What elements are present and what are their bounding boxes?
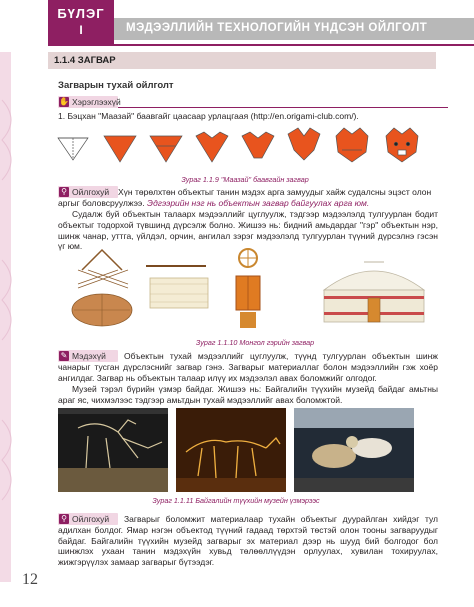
museum-photo-1: [58, 408, 168, 492]
origami-step-3: [150, 136, 182, 162]
lightbulb-icon: ✎: [60, 351, 68, 360]
ger-lattice-wall: [78, 250, 128, 288]
tag-practice: [58, 96, 448, 108]
concept1-text: аргыг боловсруулжээ.: [58, 198, 145, 208]
concept1-line2: [58, 198, 438, 209]
origami-step-5: [242, 132, 274, 158]
museum-photo-3: [294, 408, 414, 492]
search-icon: ⚲: [59, 187, 69, 197]
figure-caption-2: Зураг 1.1.10 Монгол гэрийн загвар: [195, 338, 315, 347]
origami-step-8: [386, 128, 418, 162]
tag-label: Хэрэглээхүй: [72, 97, 121, 107]
chapter-label: БҮЛЭГ: [57, 6, 105, 21]
concept1-line1: Хүн төрөлхтөн объектыг танин мэдэх арга замуудыг хайж судалсны эцэст олон: [118, 187, 432, 197]
concept2-paragraph: Загварыг боломжит материалаар тухайн объектыг дуурайлган хийдэг тул адилхан болдог. Ямар нэгэн объектод түүний гадаад төрхтэй төстэй олон тооны загваруудыг байдаг. Байгалийн түүхийн музейд загварыг эх материал дээр нь шууд бий болгодог бол шинжлэх ухаан танин мэдэхүйн хувьд төлөөллүүдэн орлуулах, хувилан тохируулах, жижгэрүүлэх замаар загварыг бүтээдэг.: [58, 514, 438, 568]
figure-caption-1: Зураг 1.1.9 "Маазай" баавгайн загвар: [181, 175, 309, 184]
tag-rule: [118, 107, 448, 108]
tag-label: Ойлгохуй: [72, 514, 110, 524]
concept1-paragraph2: Судалж буй объектын талаарх мэдээллийг цуглуулж, тэдгээр мэдээлэлд тулгуурлан бодит объектыг тодорхой түвшинд дүрсэлж болно. Жишээ нь: бидний амьдардаг "гэр" объектын нэр, шинж чанар, уттга, үйлдэл, орчин, ангилал зэрэг мэдээлэлд тулгуурлан түүний дүрсэлнэ гэсэн үг юм.: [58, 209, 438, 252]
chapter-title-band: [114, 18, 474, 40]
ger-poles: [146, 266, 208, 308]
concept1-highlight: Эдгээрийн нэг нь объектын загвар байгуулах арга юм.: [147, 198, 370, 208]
origami-step-1: [58, 138, 88, 160]
ger-door: [236, 249, 260, 328]
knowledge-paragraph1: Объектын тухай мэдээллийг цуглуулж, түүнд тулгуурлан объектын шинж чанарыг тусган дүрслэснийг загвар гэнэ. Загварыг материаллаг болон мэдээллийн гэж хоёр ангилдаг. Загвар нь объектын талаар илүү их мэдээлэл авах боломжийг олгодог.: [58, 351, 438, 383]
header-divider: [48, 44, 474, 46]
section-title-bar: [48, 52, 436, 69]
museum-photo-2: [176, 408, 286, 492]
ger-finished: [324, 262, 424, 322]
origami-step-2: [104, 136, 136, 162]
search-icon: ⚲: [59, 514, 69, 524]
origami-step-6: [288, 128, 320, 160]
chapter-number: I: [79, 23, 83, 37]
ger-floor: [72, 294, 132, 326]
margin-pattern: [0, 60, 44, 580]
ger-model-figure: [70, 242, 440, 334]
origami-steps-figure: [52, 126, 438, 172]
chapter-title: МЭДЭЭЛЛИЙН ТЕХНОЛОГИЙН ҮНДСЭН ОЙЛГОЛТ: [126, 22, 428, 34]
tag-label: Ойлгохуй: [72, 187, 110, 197]
origami-step-7: [336, 128, 368, 162]
section-title: 1.1.4 ЗАГВАР: [54, 55, 116, 66]
hand-icon: ✋: [59, 97, 69, 106]
page-number: 12: [22, 571, 38, 588]
subheading: Загварын тухай ойлголт: [58, 80, 174, 91]
figure-caption-3: Зураг 1.1.11 Байгалийн түүхийн музейн үзмэрээс: [152, 496, 320, 505]
chapter-tab: [48, 0, 114, 44]
knowledge-paragraph2: Музей тэрэл бүрийн үзмэр байдаг. Жишээ нь: Байгалийн түүхийн музейд байдаг амьтны араг яс, чихмэлээс тэдгээр амьтдын тухай мэдээллийг авах боломжтой.: [58, 384, 438, 405]
origami-step-4: [196, 132, 228, 162]
practice-item: 1. Бэцхан "Маазай" баавгайг цаасаар урлацгаая (http://en.origami-club.com/).: [58, 111, 359, 121]
tag-label: Мэдэхүй: [72, 351, 106, 361]
